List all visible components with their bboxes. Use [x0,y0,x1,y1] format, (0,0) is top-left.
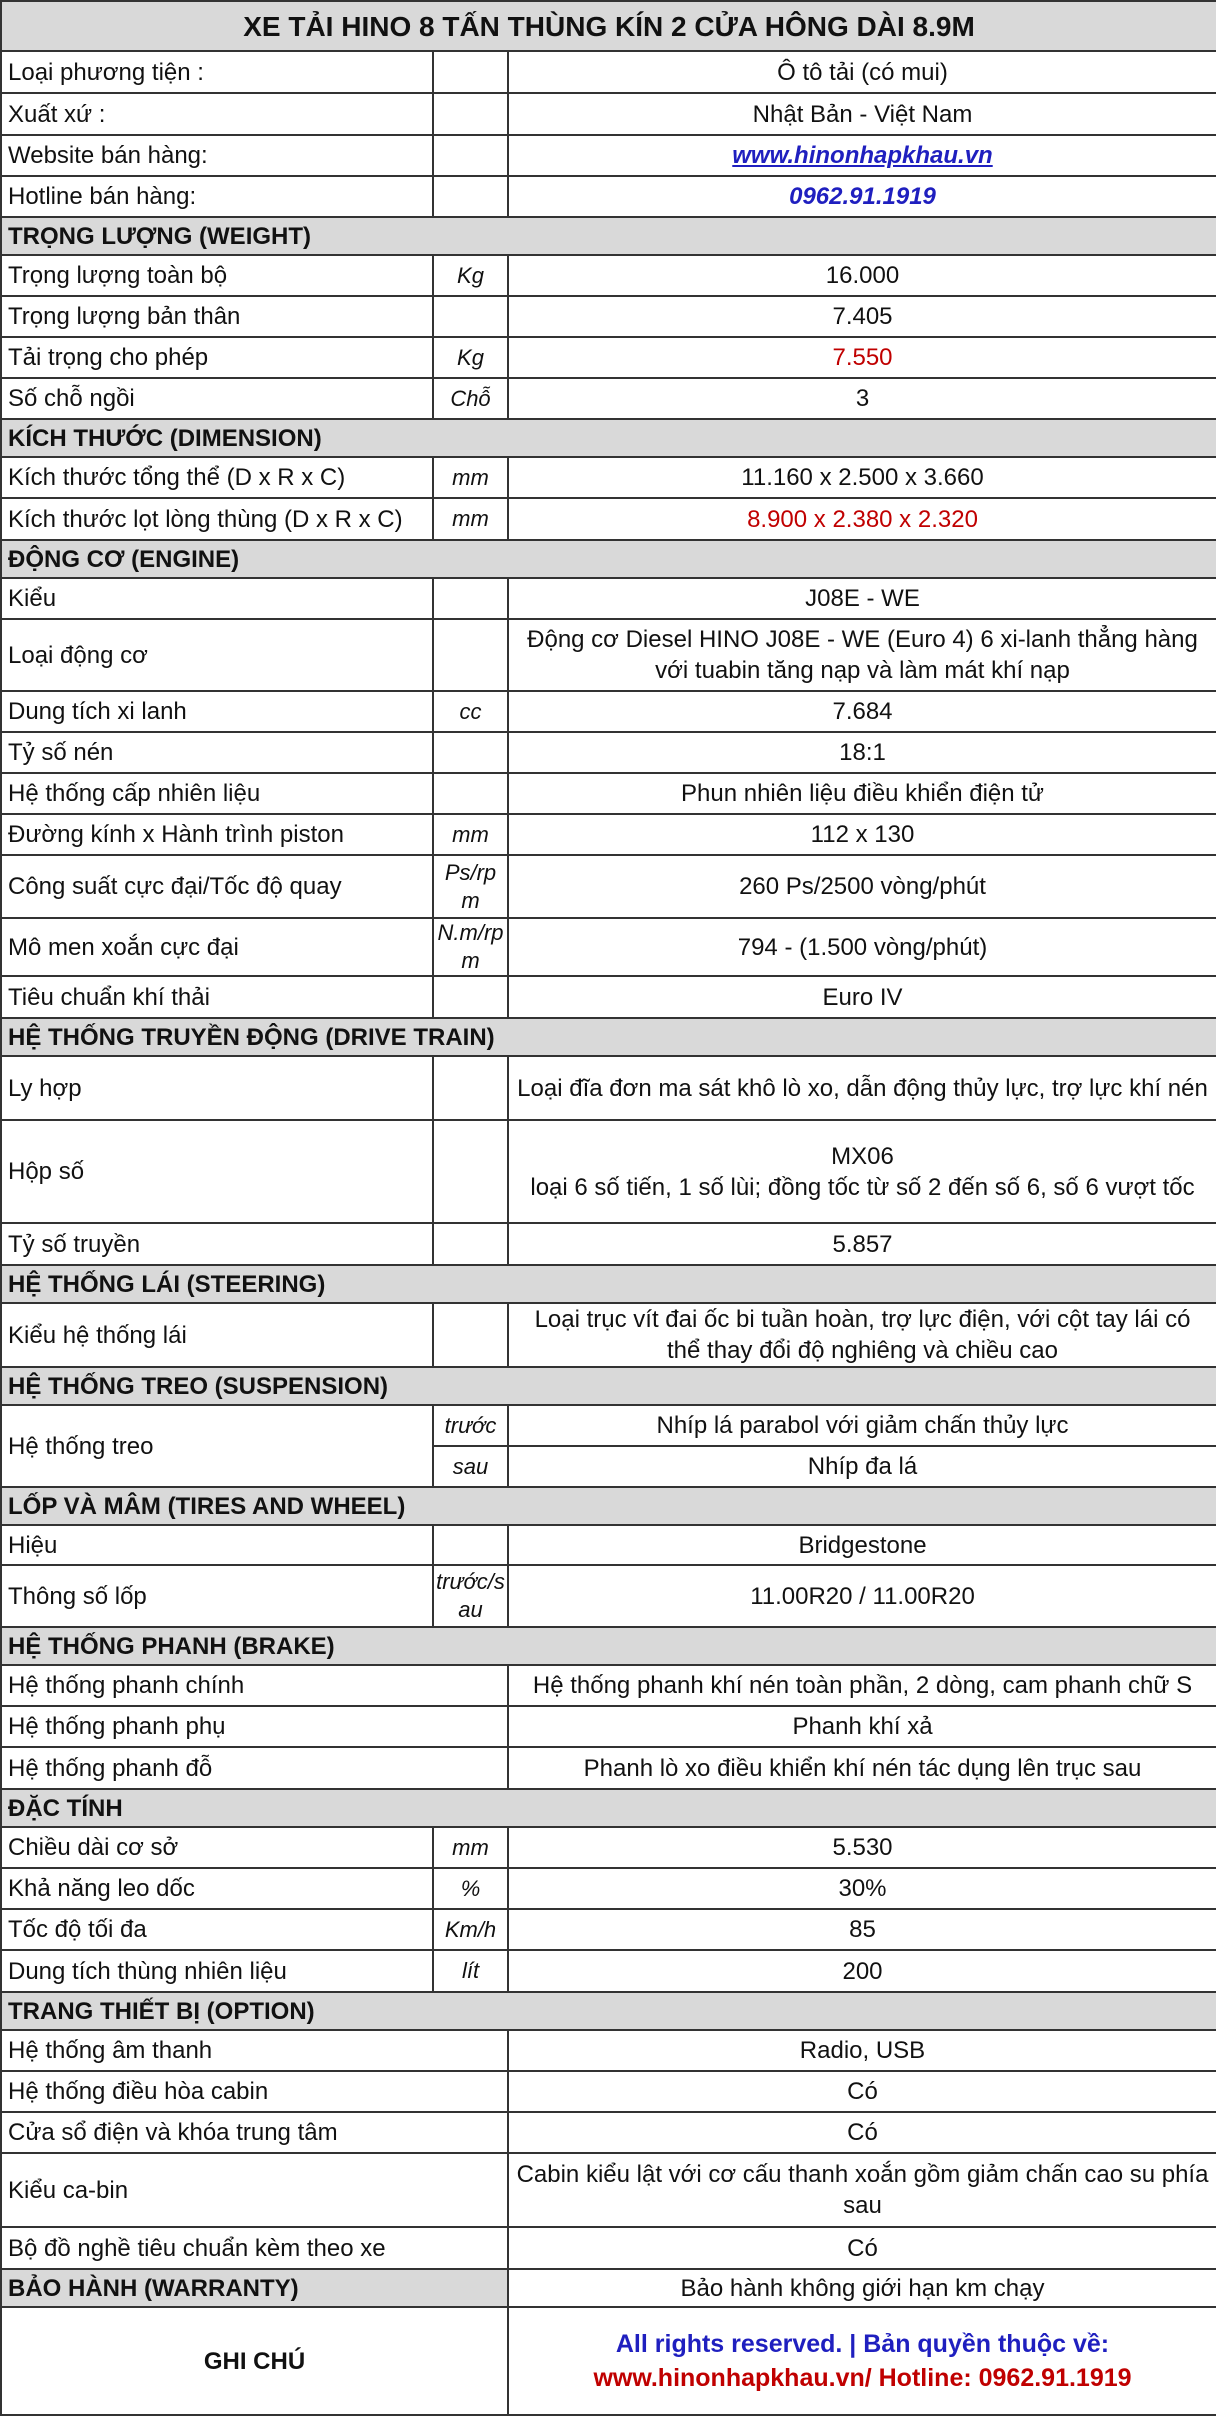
ac-value: Có [508,2071,1216,2112]
spec-row [1,2153,1216,2227]
max-torque-unit: N.m/rpm [433,918,508,976]
unit-cell [433,1223,508,1265]
tire-brand-label: Hiệu [1,1525,433,1565]
engine-model-label: Kiểu [1,578,433,619]
climb-label: Khả năng leo dốc [1,1868,433,1909]
note-label: GHI CHÚ [1,2307,508,2415]
section-row [1,1789,1216,1827]
max-torque-value: 794 - (1.500 vòng/phút) [508,918,1216,976]
spec-row [1,2030,1216,2071]
section-header-engine: ĐỘNG CƠ (ENGINE) [1,540,1216,578]
gearbox-value: loại 6 số tiến, 1 số lùi; đồng tốc từ số 2 đến số 6, số 6 vượt tốc [530,1173,1195,1201]
section-row [1,1018,1216,1056]
section-row [1,419,1216,457]
main-brake-value: Hệ thống phanh khí nén toàn phần, 2 dòng, cam phanh chữ S [508,1665,1216,1706]
section-header-steering: HỆ THỐNG LÁI (STEERING) [1,1265,1216,1303]
gear-ratio-value: 5.857 [508,1223,1216,1265]
gearbox-model: MX06 [831,1142,894,1170]
spec-row [1,1303,1216,1367]
spec-row [1,135,1216,176]
max-power-unit: Ps/rpm [433,855,508,918]
section-row [1,1487,1216,1525]
spec-row [1,578,1216,619]
gross-weight-unit: Kg [433,255,508,296]
fuel-system-label: Hệ thống cấp nhiên liệu [1,773,433,814]
suspension-label: Hệ thống treo [1,1405,433,1487]
cabin-type-value: Cabin kiểu lật với cơ cấu thanh xoắn gồm giảm chấn cao su phía sau [508,2153,1216,2227]
unit-cell [433,93,508,135]
spec-row [1,1706,1216,1747]
spec-row [1,691,1216,732]
section-header-dimension: KÍCH THƯỚC (DIMENSION) [1,419,1216,457]
engine-type-label: Loại động cơ [1,619,433,691]
spec-row [1,1909,1216,1950]
unit-cell [433,773,508,814]
hotline-label: Hotline bán hàng: [1,176,433,217]
section-header-drivetrain: HỆ THỐNG TRUYỀN ĐỘNG (DRIVE TRAIN) [1,1018,1216,1056]
unit-cell [433,135,508,176]
website-cell [508,135,1216,176]
power-windows-value: Có [508,2112,1216,2153]
spec-row [1,378,1216,419]
overall-dimension-value: 11.160 x 2.500 x 3.660 [508,457,1216,498]
spec-row [1,855,1216,918]
payload-value: 7.550 [508,337,1216,378]
origin-value: Nhật Bản - Việt Nam [508,93,1216,135]
parking-brake-label: Hệ thống phanh đỗ [1,1747,508,1789]
vehicle-type-value: Ô tô tải (có mui) [508,51,1216,93]
spec-row [1,1665,1216,1706]
unit-cell [433,1525,508,1565]
spec-row [1,51,1216,93]
displacement-value: 7.684 [508,691,1216,732]
fuel-tank-unit: lít [433,1950,508,1992]
spec-row [1,1950,1216,1992]
spec-row [1,2227,1216,2269]
unit-cell [433,578,508,619]
bore-stroke-value: 112 x 130 [508,814,1216,855]
spec-row [1,732,1216,773]
payload-unit: Kg [433,337,508,378]
cabin-type-label: Kiểu ca-bin [1,2153,508,2227]
section-row [1,217,1216,255]
section-row [1,1992,1216,2030]
climb-value: 30% [508,1868,1216,1909]
contact-text[interactable]: www.hinonhapkhau.vn/ Hotline: 0962.91.1919 [593,2364,1132,2392]
bore-stroke-label: Đường kính x Hành trình piston [1,814,433,855]
clutch-value: Loại đĩa đơn ma sát khô lò xo, dẫn động thủy lực, trợ lực khí nén [508,1056,1216,1120]
spec-row [1,457,1216,498]
tire-spec-unit: trước/sau [433,1565,508,1627]
unit-cell [433,976,508,1018]
unit-cell [433,619,508,691]
gearbox-label: Hộp số [1,1120,433,1223]
title-row [1,1,1216,51]
wheelbase-value: 5.530 [508,1827,1216,1868]
engine-model-value: J08E - WE [508,578,1216,619]
unit-cell [433,1120,508,1223]
spec-row [1,773,1216,814]
website-link[interactable]: www.hinonhapkhau.vn [732,142,993,169]
suspension-front-value: Nhíp lá parabol với giảm chấn thủy lực [508,1405,1216,1446]
hotline-link[interactable]: 0962.91.1919 [789,183,936,210]
spec-row [1,1120,1216,1223]
displacement-label: Dung tích xi lanh [1,691,433,732]
steering-type-value: Loại trục vít đai ốc bi tuần hoàn, trợ lực điện, với cột tay lái có thể thay đổi độ nghiêng và chiều cao [508,1303,1216,1367]
inner-dimension-label: Kích thước lọt lòng thùng (D x R x C) [1,498,433,540]
section-header-options: TRANG THIẾT BỊ (OPTION) [1,1992,1216,2030]
gear-ratio-label: Tỷ số truyền [1,1223,433,1265]
spec-row [1,1827,1216,1868]
spec-row [1,498,1216,540]
spec-row [1,1405,1216,1446]
note-row [1,2307,1216,2415]
unit-cell [433,1303,508,1367]
overall-dimension-unit: mm [433,457,508,498]
wheelbase-unit: mm [433,1827,508,1868]
displacement-unit: cc [433,691,508,732]
spec-row [1,976,1216,1018]
spec-row [1,1525,1216,1565]
max-speed-value: 85 [508,1909,1216,1950]
max-torque-label: Mô men xoắn cực đại [1,918,433,976]
audio-label: Hệ thống âm thanh [1,2030,508,2071]
spec-row [1,2071,1216,2112]
spec-row [1,337,1216,378]
curb-weight-value: 7.405 [508,296,1216,337]
parking-brake-value: Phanh lò xo điều khiển khí nén tác dụng lên trục sau [508,1747,1216,1789]
inner-dimension-unit: mm [433,498,508,540]
main-brake-label: Hệ thống phanh chính [1,1665,508,1706]
section-header-brake: HỆ THỐNG PHANH (BRAKE) [1,1627,1216,1665]
gross-weight-value: 16.000 [508,255,1216,296]
spec-row [1,255,1216,296]
bore-stroke-unit: mm [433,814,508,855]
unit-cell [433,732,508,773]
spec-row [1,1868,1216,1909]
payload-label: Tải trọng cho phép [1,337,433,378]
inner-dimension-value: 8.900 x 2.380 x 2.320 [508,498,1216,540]
vehicle-type-label: Loại phương tiện : [1,51,433,93]
suspension-front-unit: trước [433,1405,508,1446]
seats-unit: Chỗ [433,378,508,419]
clutch-label: Ly hợp [1,1056,433,1120]
section-row [1,1265,1216,1303]
origin-label: Xuất xứ : [1,93,433,135]
section-row [1,1367,1216,1405]
spec-row [1,1223,1216,1265]
aux-brake-label: Hệ thống phanh phụ [1,1706,508,1747]
power-windows-label: Cửa sổ điện và khóa trung tâm [1,2112,508,2153]
fuel-tank-label: Dung tích thùng nhiên liệu [1,1950,433,1992]
section-header-warranty: BẢO HÀNH (WARRANTY) [1,2269,508,2307]
max-power-value: 260 Ps/2500 vòng/phút [508,855,1216,918]
tire-spec-label: Thông số lốp [1,1565,433,1627]
tire-spec-value: 11.00R20 / 11.00R20 [508,1565,1216,1627]
spec-row [1,1056,1216,1120]
unit-cell [433,176,508,217]
fuel-system-value: Phun nhiên liệu điều khiển điện tử [508,773,1216,814]
section-row [1,540,1216,578]
spec-row [1,2112,1216,2153]
spec-row [1,93,1216,135]
gross-weight-label: Trọng lượng toàn bộ [1,255,433,296]
section-header-suspension: HỆ THỐNG TREO (SUSPENSION) [1,1367,1216,1405]
max-speed-unit: Km/h [433,1909,508,1950]
climb-unit: % [433,1868,508,1909]
max-speed-label: Tốc độ tối đa [1,1909,433,1950]
max-power-label: Công suất cực đại/Tốc độ quay [1,855,433,918]
aux-brake-value: Phanh khí xả [508,1706,1216,1747]
emission-label: Tiêu chuẩn khí thải [1,976,433,1018]
spec-row [1,814,1216,855]
spec-row [1,296,1216,337]
engine-type-value: Động cơ Diesel HINO J08E - WE (Euro 4) 6 xi-lanh thẳng hàng với tuabin tăng nạp và làm mát khí nạp [508,619,1216,691]
tire-brand-value: Bridgestone [508,1525,1216,1565]
spec-row [1,918,1216,976]
ac-label: Hệ thống điều hòa cabin [1,2071,508,2112]
suspension-rear-value: Nhíp đa lá [508,1446,1216,1487]
gearbox-cell [508,1120,1216,1223]
steering-type-label: Kiểu hệ thống lái [1,1303,433,1367]
seats-label: Số chỗ ngồi [1,378,433,419]
seats-value: 3 [508,378,1216,419]
spec-row [1,176,1216,217]
spec-row [1,1565,1216,1627]
section-header-features: ĐẶC TÍNH [1,1789,1216,1827]
section-header-tires: LỐP VÀ MÂM (TIRES AND WHEEL) [1,1487,1216,1525]
spec-row [1,619,1216,691]
curb-weight-label: Trọng lượng bản thân [1,296,433,337]
audio-value: Radio, USB [508,2030,1216,2071]
emission-value: Euro IV [508,976,1216,1018]
toolkit-value: Có [508,2227,1216,2269]
note-cell [508,2307,1216,2415]
unit-cell [433,296,508,337]
compression-value: 18:1 [508,732,1216,773]
overall-dimension-label: Kích thước tổng thể (D x R x C) [1,457,433,498]
warranty-row [1,2269,1216,2307]
compression-label: Tỷ số nén [1,732,433,773]
fuel-tank-value: 200 [508,1950,1216,1992]
section-header-weight: TRỌNG LƯỢNG (WEIGHT) [1,217,1216,255]
website-label: Website bán hàng: [1,135,433,176]
page-title: XE TẢI HINO 8 TẤN THÙNG KÍN 2 CỬA HÔNG DÀI 8.9M [1,1,1216,51]
wheelbase-label: Chiều dài cơ sở [1,1827,433,1868]
warranty-value: Bảo hành không giới hạn km chạy [508,2269,1216,2307]
copyright-text: All rights reserved. | Bản quyền thuộc về: [615,2330,1110,2358]
hotline-cell [508,176,1216,217]
unit-cell [433,51,508,93]
spec-row [1,1747,1216,1789]
section-row [1,1627,1216,1665]
toolkit-label: Bộ đồ nghề tiêu chuẩn kèm theo xe [1,2227,508,2269]
suspension-rear-unit: sau [433,1446,508,1487]
unit-cell [433,1056,508,1120]
